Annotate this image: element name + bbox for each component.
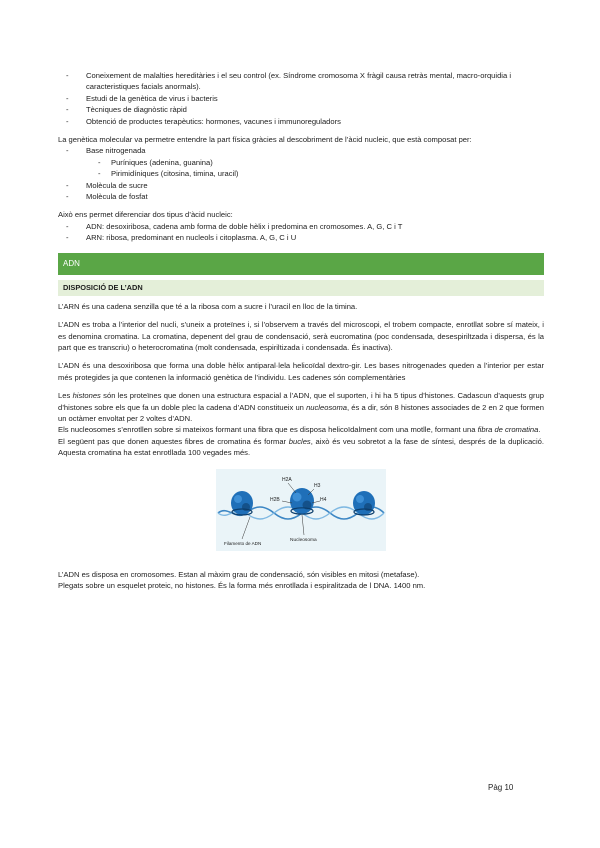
list-item: - Puríniques (adenina, guanina)	[78, 157, 544, 168]
text-run: , és a dir, són 8 histones associades de 2 en 2 que formen un octàmer envoltat per 2 voltes d’ADN.	[58, 402, 544, 423]
list-item: - ARN: ribosa, predominant en nucleols i citoplasma. A, G, C i U	[58, 232, 544, 243]
section-title: ADN	[63, 258, 80, 268]
paragraph-histones	[58, 390, 544, 424]
label-h2a: H2A	[282, 476, 292, 483]
composition-list-rest	[58, 180, 544, 203]
text-run: són les proteïnes que donen una estructura espacial a l’ADN, que el suporten, i hi ha 5 tipus d’histones. Cadascun d’aquests grup d’histones sobre els que fa un doble plec la cadena d’ADN constitueix un	[58, 391, 544, 412]
paragraph-fibra	[58, 424, 544, 435]
list-item: - Obtenció de productes terapèutics: hormones, vacunes i immunoreguladors	[58, 116, 544, 127]
page-content	[58, 70, 544, 591]
nucleosome-illustration	[216, 469, 386, 551]
list-item: - Molècula de sucre	[58, 180, 544, 191]
term-nucleosoma: nucleosoma	[306, 402, 348, 412]
text-run: El següent pas que donen aquestes fibres de cromatina és formar	[58, 436, 289, 446]
text-run: Les	[58, 391, 73, 401]
paragraph-nucli: L’ADN es troba a l’interior del nucli, s’uneix a proteïnes i, si l’observem a través del microscopi, el trobem compacte, enrotllat sobre sí mateix, i es denomina cromatina. La cromatina, depenent del grau de condensació, serà eucromatina (poc condensada, desespiriltzada i dispersa, és la part que es transcriu) o heterocromatina (molt condensada, espiriltizada i condensada. És inactiva).	[58, 320, 544, 352]
subsection-title: DISPOSICIÓ DE L’ADN	[63, 282, 143, 292]
paragraph-types: Això ens permet diferenciar dos tipus d’àcid nucleic:	[58, 210, 233, 220]
label-nucleosome: Nucleosoma	[290, 537, 317, 543]
term-fibra: fibra de cromatina	[477, 425, 539, 435]
list-item: - ADN: desoxiribosa, cadena amb forma de doble hèlix i predomina en cromosomes. A, G, C i T	[58, 221, 544, 232]
nucleosome-center	[290, 488, 314, 514]
label-h3: H3	[314, 482, 321, 489]
label-h2b: H2B	[270, 496, 280, 503]
list-item: - Estudi de la genètica de virus i bacteris	[58, 93, 544, 104]
text-run: .	[538, 425, 541, 435]
list-item: - Coneixement de malalties hereditàries i el seu control (ex. Síndrome cromosoma X fràgil causa retràs mental, macro-orquidia i caracteristiques facials anormals).	[58, 70, 544, 93]
paragraph-bucles	[58, 436, 544, 459]
subsection-heading-bar	[58, 280, 544, 296]
paragraph-molecular: La genètica molecular va permetre entendre la part física gràcies al descobriment de l’àcid nucleic, que està composat per:	[58, 135, 472, 145]
paragraph-cromosomes-2: Plegats sobre un esquelet proteic, no histones. És la forma més enrotllada i espiralitzada de l DNA. 1400 nm.	[58, 580, 426, 590]
list-item: - Pirimidíniques (citosina, timina, uracil)	[78, 168, 544, 179]
nucleosome-right	[353, 491, 375, 515]
page-number: Pàg 10	[488, 783, 514, 792]
label-dna: Filamento de ADN	[224, 540, 262, 546]
label-h4: H4	[320, 496, 327, 503]
list-item-label: Base nitrogenada	[86, 146, 146, 156]
section-heading-bar	[58, 253, 544, 275]
term-histones: histones	[72, 391, 101, 401]
bases-sublist	[58, 157, 544, 180]
intro-list	[58, 70, 544, 127]
list-item: - Molècula de fosfat	[58, 191, 544, 202]
list-item-base	[58, 145, 544, 156]
list-item: - Tècniques de diagnòstic ràpid	[58, 104, 544, 115]
types-list	[58, 221, 544, 244]
text-run: Els nucleosomes s’enrotllen sobre si mateixos formant una fibra que es disposa helicoïdalment com una motlle, formant una	[58, 425, 478, 435]
composition-list	[58, 145, 544, 156]
text-run: , això és veu sobretot a la fase de síntesi, després de la duplicació. Aquesta cromatina ha estat enrotllada 100 vegades més.	[58, 436, 544, 458]
paragraph-arn: L’ARN és una cadena senzilla que té a la ribosa com a sucre i l’uracil en lloc de la timina.	[58, 301, 358, 311]
nucleosome-figure	[216, 469, 386, 551]
nucleosome-left	[231, 491, 253, 515]
paragraph-helix: L’ADN és una desoxiribosa que forma una doble hèlix antiparal·lela helicoïdal dextro-gir. Les bases nitrogenades queden a l’interior per estar més protegides ja que contenen la informació genètica de l’individu. Les cadenes són complementàries	[58, 361, 544, 382]
term-bucles: bucles	[288, 436, 311, 446]
paragraph-cromosomes-1: L’ADN es disposa en cromosomes. Estan al màxim grau de condensació, són visibles en mitosi (metafase).	[58, 569, 420, 579]
